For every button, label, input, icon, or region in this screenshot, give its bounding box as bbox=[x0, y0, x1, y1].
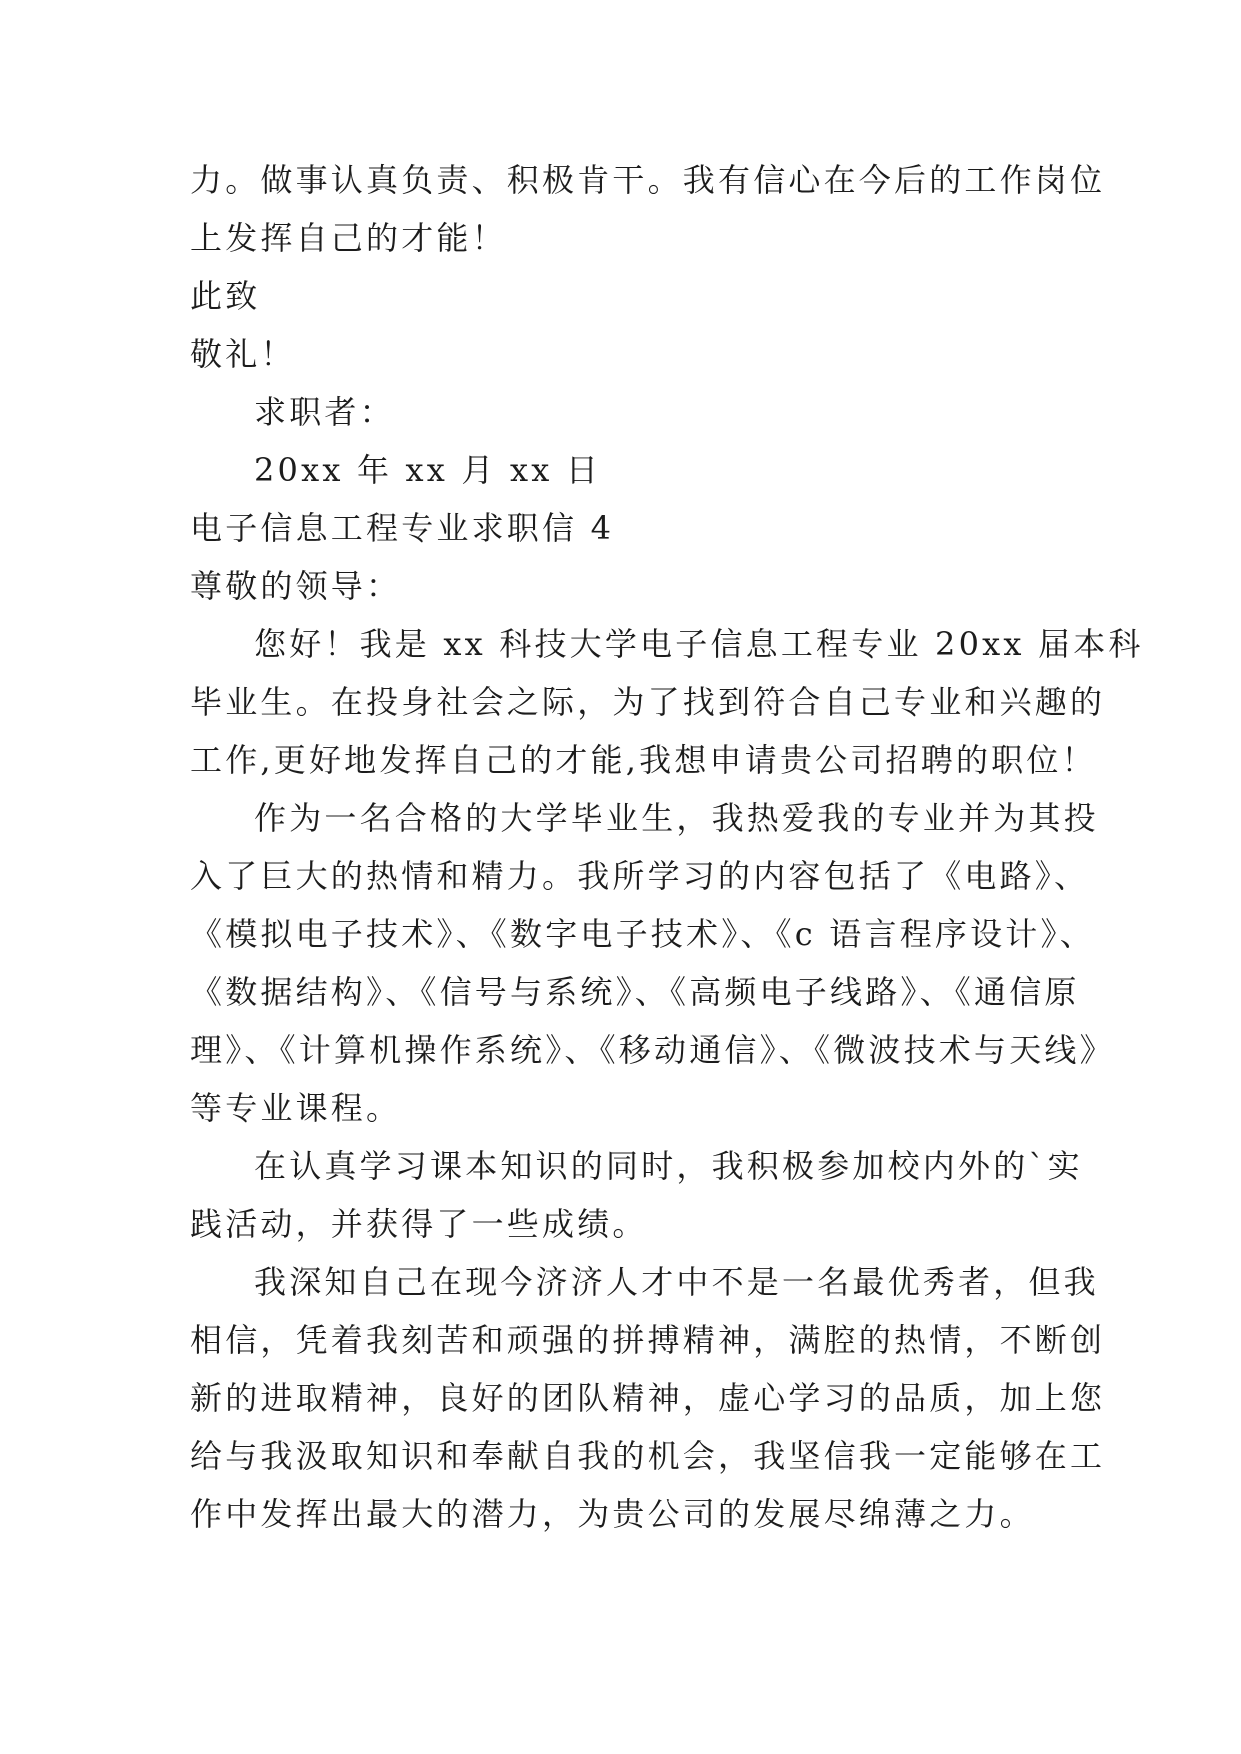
text-line: 新的进取精神，良好的团队精神，虚心学习的品质，加上您 bbox=[190, 1379, 1106, 1417]
text-line: 践活动，并获得了一些成绩。 bbox=[190, 1205, 648, 1243]
text-line: 我深知自己在现今济济人才中不是一名最优秀者，但我 bbox=[254, 1263, 1099, 1301]
text-line: 《数据结构》、《信号与系统》、《高频电子线路》、《通信原 bbox=[190, 973, 1080, 1011]
text-line: 上发挥自己的才能！ bbox=[190, 219, 507, 257]
text-line: 毕业生。在投身社会之际，为了找到符合自己专业和兴趣的 bbox=[190, 683, 1106, 721]
text-line: 给与我汲取知识和奉献自我的机会，我坚信我一定能够在工 bbox=[190, 1437, 1106, 1475]
section-title: 电子信息工程专业求职信 4 bbox=[190, 509, 615, 547]
closing-salutation: 此致 bbox=[190, 277, 261, 315]
closing-regards: 敬礼！ bbox=[190, 335, 296, 373]
greeting: 尊敬的领导： bbox=[190, 567, 402, 605]
signature-label: 求职者： bbox=[254, 393, 395, 431]
text-line: 理》、《计算机操作系统》、《移动通信》、《微波技术与天线》 bbox=[190, 1031, 1115, 1069]
text-line: 您好！我是 xx 科技大学电子信息工程专业 20xx 届本科 bbox=[254, 625, 1144, 663]
text-line: 入了巨大的热情和精力。我所学习的内容包括了《电路》、 bbox=[190, 857, 1090, 895]
text-line: 作中发挥出最大的潜力，为贵公司的发展尽绵薄之力。 bbox=[190, 1495, 1035, 1533]
text-line: 相信，凭着我刻苦和顽强的拼搏精神，满腔的热情，不断创 bbox=[190, 1321, 1106, 1359]
text-line: 《模拟电子技术》、《数字电子技术》、《c 语言程序设计》、 bbox=[190, 915, 1095, 953]
signature-date: 20xx 年 xx 月 xx 日 bbox=[254, 451, 602, 489]
text-line: 工作,更好地发挥自己的才能,我想申请贵公司招聘的职位！ bbox=[190, 741, 1097, 779]
text-line: 等专业课程。 bbox=[190, 1089, 402, 1127]
text-line: 在认真学习课本知识的同时，我积极参加校内外的`实 bbox=[254, 1147, 1083, 1185]
text-line: 力。做事认真负责、积极肯干。我有信心在今后的工作岗位 bbox=[190, 161, 1106, 199]
text-line: 作为一名合格的大学毕业生，我热爱我的专业并为其投 bbox=[254, 799, 1099, 837]
